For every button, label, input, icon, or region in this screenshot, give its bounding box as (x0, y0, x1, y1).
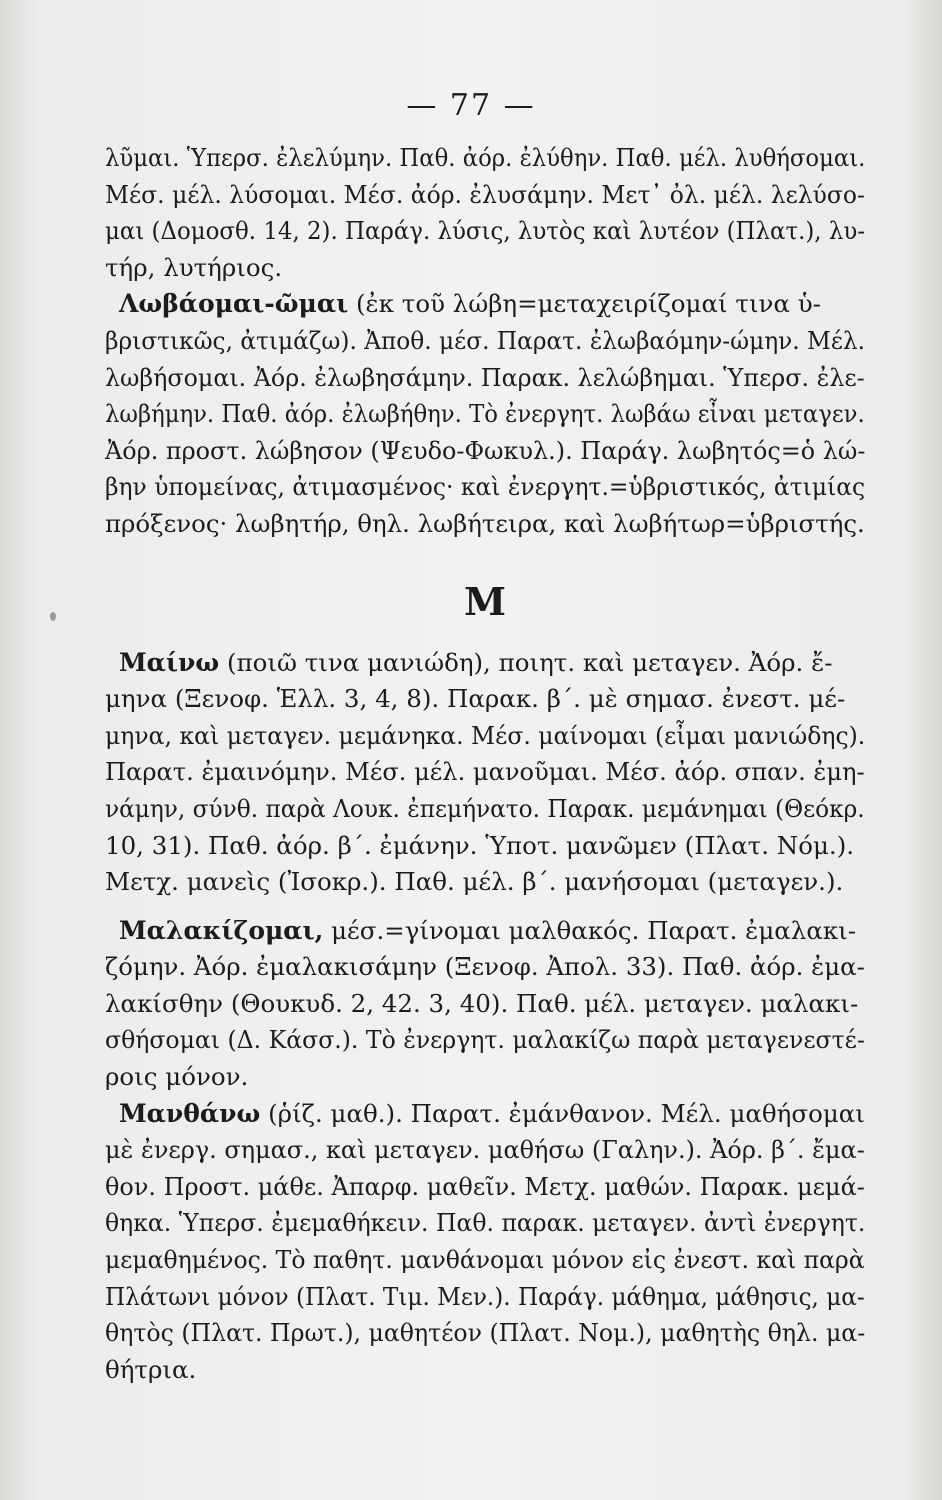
text-fragment: (ποιῶ τινα μανιώδη), ποιητ. καὶ μεταγεν. Ἀόρ. ἔ- (219, 647, 833, 677)
headword: Μανθάνω (119, 1098, 261, 1128)
text-line (105, 1096, 865, 1133)
text-line: βην ὑπομείνας, ἀτιμασμένος· καὶ ἐνεργητ.=ὑβριστικός, ἀτιμίας (105, 472, 866, 502)
text-line: μὲ ἐνεργ. σημασ., καὶ μεταγεν. μαθήσω (Γαλην.). Ἀόρ. β΄. ἔμα- (105, 1135, 865, 1165)
text-line: θον. Προστ. μάθε. Ἀπαρφ. μαθεῖν. Μετχ. μαθών. Παρακ. μεμά- (105, 1171, 865, 1201)
text-fragment: (ἐκ τοῦ λώβη=μεταχειρίζομαί τινα ὑ- (348, 289, 821, 319)
text-line: τήρ, λυτήριος. (105, 252, 283, 282)
text-line: θηκα. Ὑπερσ. ἐμεμαθήκειν. Παθ. παρακ. μεταγεν. ἀντὶ ἐνεργητ. (105, 1208, 866, 1238)
entry-manthano (105, 1096, 865, 1389)
entry-gap (105, 901, 865, 913)
section-letter: Μ (463, 578, 507, 624)
text-fragment: μέσ.=γίνομαι μαλθακός. Παρατ. ἐμαλακι- (323, 915, 857, 945)
entry-lobaomai (105, 286, 865, 542)
text-line: μηνα, καὶ μεταγεν. μεμάνηκα. Μέσ. μαίνομαι (εἶμαι μανιώδης). (105, 720, 866, 750)
entry-maino (105, 645, 865, 901)
text-line: θητὸς (Πλατ. Πρωτ.), μαθητέον (Πλατ. Νομ.), μαθητὴς θηλ. μα- (105, 1318, 866, 1348)
entry-continuation (105, 140, 865, 286)
text-line: Παρατ. ἐμαινόμην. Μέσ. μέλ. μανοῦμαι. Μέσ. ἀόρ. σπαν. ἐμη- (105, 757, 865, 787)
text-line: Ἀόρ. προστ. λώβησον (Ψευδο-Φωκυλ.). Παράγ. λωβητός=ὁ λώ- (105, 435, 866, 465)
text-line (105, 645, 865, 682)
ink-speck (50, 612, 56, 621)
text-line: λωβήμην. Παθ. ἀόρ. ἐλωβήθην. Τὸ ἐνεργητ. λωβάω εἶναι μεταγεν. (105, 399, 865, 429)
text-line: λακίσθην (Θουκυδ. 2, 42. 3, 40). Παθ. μέλ. μεταγεν. μαλακι- (105, 988, 859, 1018)
text-line: θήτρια. (105, 1354, 197, 1384)
text-line: πρόξενος· λωβητήρ, θηλ. λωβήτειρα, καὶ λωβήτωρ=ὑβριστής. (105, 508, 865, 538)
headword: Μαίνω (119, 647, 220, 677)
text-line: ζόμην. Ἀόρ. ἐμαλακισάμην (Ξενοφ. Ἀπολ. 33). Παθ. ἀόρ. ἐμα- (105, 952, 865, 982)
text-line (105, 286, 865, 323)
text-line (105, 913, 865, 950)
page-number: — 77 — (406, 88, 536, 123)
text-line: μαι (Δομοσθ. 14, 2). Παράγ. λύσις, λυτὸς καὶ λυτέον (Πλατ.), λυ- (105, 216, 865, 246)
text-line: νάμην, σύνθ. παρὰ Λουκ. ἐπεμήνατο. Παρακ. μεμάνημαι (Θεόκρ. (105, 793, 865, 823)
text-line: μεμαθημένος. Τὸ παθητ. μανθάνομαι μόνον εἰς ἐνεστ. καὶ παρὰ (105, 1245, 865, 1275)
text-line: Μετχ. μανεὶς (Ἰσοκρ.). Παθ. μέλ. β΄. μανήσομαι (μεταγεν.). (105, 867, 844, 897)
text-line: λῦμαι. Ὑπερσ. ἐλελύμην. Παθ. ἀόρ. ἐλύθην. Παθ. μέλ. λυθήσομαι. (105, 143, 866, 172)
entry-malakizomai (105, 913, 865, 1096)
text-line: λωβήσομαι. Ἀόρ. ἐλωβησάμην. Παρακ. λελώβημαι. Ὑπερσ. ἐλε- (105, 362, 865, 392)
text-line: ροις μόνον. (105, 1062, 249, 1092)
headword: Μαλακίζομαι, (119, 915, 324, 945)
text-line: Πλάτωνι μόνον (Πλατ. Τιμ. Μεν.). Παράγ. μάθημα, μάθησις, μα- (105, 1281, 865, 1311)
headword: Λωβάομαι-ῶμαι (119, 289, 349, 319)
text-fragment: (ῥίζ. μαθ.). Παρατ. ἐμάνθανον. Μέλ. μαθήσομαι (260, 1098, 865, 1128)
page-body (105, 140, 865, 1388)
text-line: Μέσ. μέλ. λύσομαι. Μέσ. ἀόρ. ἐλυσάμην. Μετ᾽ ὀλ. μέλ. λελύσο- (105, 179, 865, 209)
text-line: 10, 31). Παθ. ἀόρ. β΄. ἐμάνην. Ὑποτ. μανῶμεν (Πλατ. Νόμ.). (105, 830, 855, 860)
text-line: μηνα (Ξενοφ. Ἑλλ. 3, 4, 8). Παρακ. β΄. μὲ σημασ. ἐνεστ. μέ- (105, 684, 846, 714)
text-line: βριστικῶς, ἀτιμάζω). Ἀποθ. μέσ. Παρατ. ἐλωβαόμην-ώμην. Μέλ. (105, 325, 866, 355)
text-line: σθήσομαι (Δ. Κάσσ.). Τὸ ἐνεργητ. μαλακίζω παρὰ μεταγενεστέ- (105, 1025, 865, 1055)
